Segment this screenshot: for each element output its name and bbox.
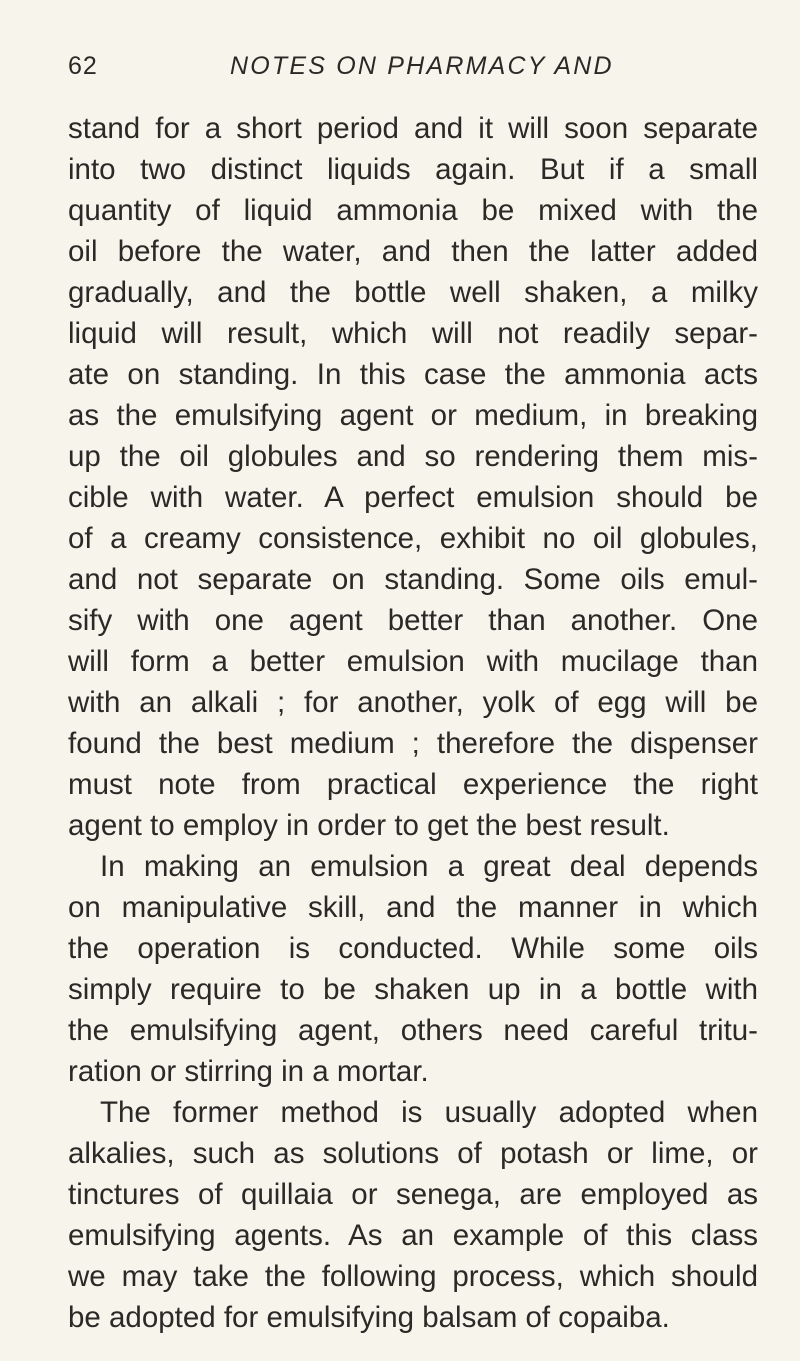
text-line: sify with one agent better than another. One [68,604,758,637]
text-line: the operation is conducted. While some oils [68,932,758,965]
text-line: must note from practical experience the right [68,768,758,801]
text-line: ration or stirring in a mortar. [68,1055,429,1088]
text-line: alkalies, such as solutions of potash or lime, or [68,1137,758,1170]
text-line: tinctures of quillaia or senega, are employed as [68,1178,758,1211]
text-line: and not separate on standing. Some oils emul- [68,563,758,596]
text-line: on manipulative skill, and the manner in which [68,891,758,924]
text-line: simply require to be shaken up in a bottle with [68,973,758,1006]
text-line: up the oil globules and so rendering them mis- [68,440,758,473]
text-line: cible with water. A perfect emulsion should be [68,481,758,514]
text-line: oil before the water, and then the latter added [68,235,758,268]
text-line: In making an emulsion a great deal depends [100,850,758,883]
text-line: we may take the following process, which should [68,1260,758,1293]
text-line: of a creamy consistence, exhibit no oil globules, [68,522,758,555]
running-title: NOTES ON PHARMACY AND [230,52,614,80]
text-line: gradually, and the bottle well shaken, a milky [68,276,758,309]
text-line: will form a better emulsion with mucilage than [68,645,758,678]
text-line: quantity of liquid ammonia be mixed with the [68,194,758,227]
page-number: 62 [68,52,98,80]
text-line: emulsifying agents. As an example of this class [68,1219,758,1252]
text-line: as the emulsifying agent or medium, in breaking [68,399,758,432]
text-line: into two distinct liquids again. But if a small [68,153,758,186]
text-line: be adopted for emulsifying balsam of copaiba. [68,1301,670,1334]
text-line: stand for a short period and it will soon separate [68,112,758,145]
text-line: liquid will result, which will not readily separ- [68,317,758,350]
text-line: The former method is usually adopted when [100,1096,758,1129]
text-line: ate on standing. In this case the ammonia acts [68,358,758,391]
page-header [68,52,758,92]
text-line: agent to employ in order to get the best result. [68,809,670,842]
text-line: the emulsifying agent, others need careful tritu- [68,1014,758,1047]
body-text [68,108,758,1338]
text-line: with an alkali ; for another, yolk of egg will be [68,686,758,719]
text-line: found the best medium ; therefore the dispenser [68,727,758,760]
